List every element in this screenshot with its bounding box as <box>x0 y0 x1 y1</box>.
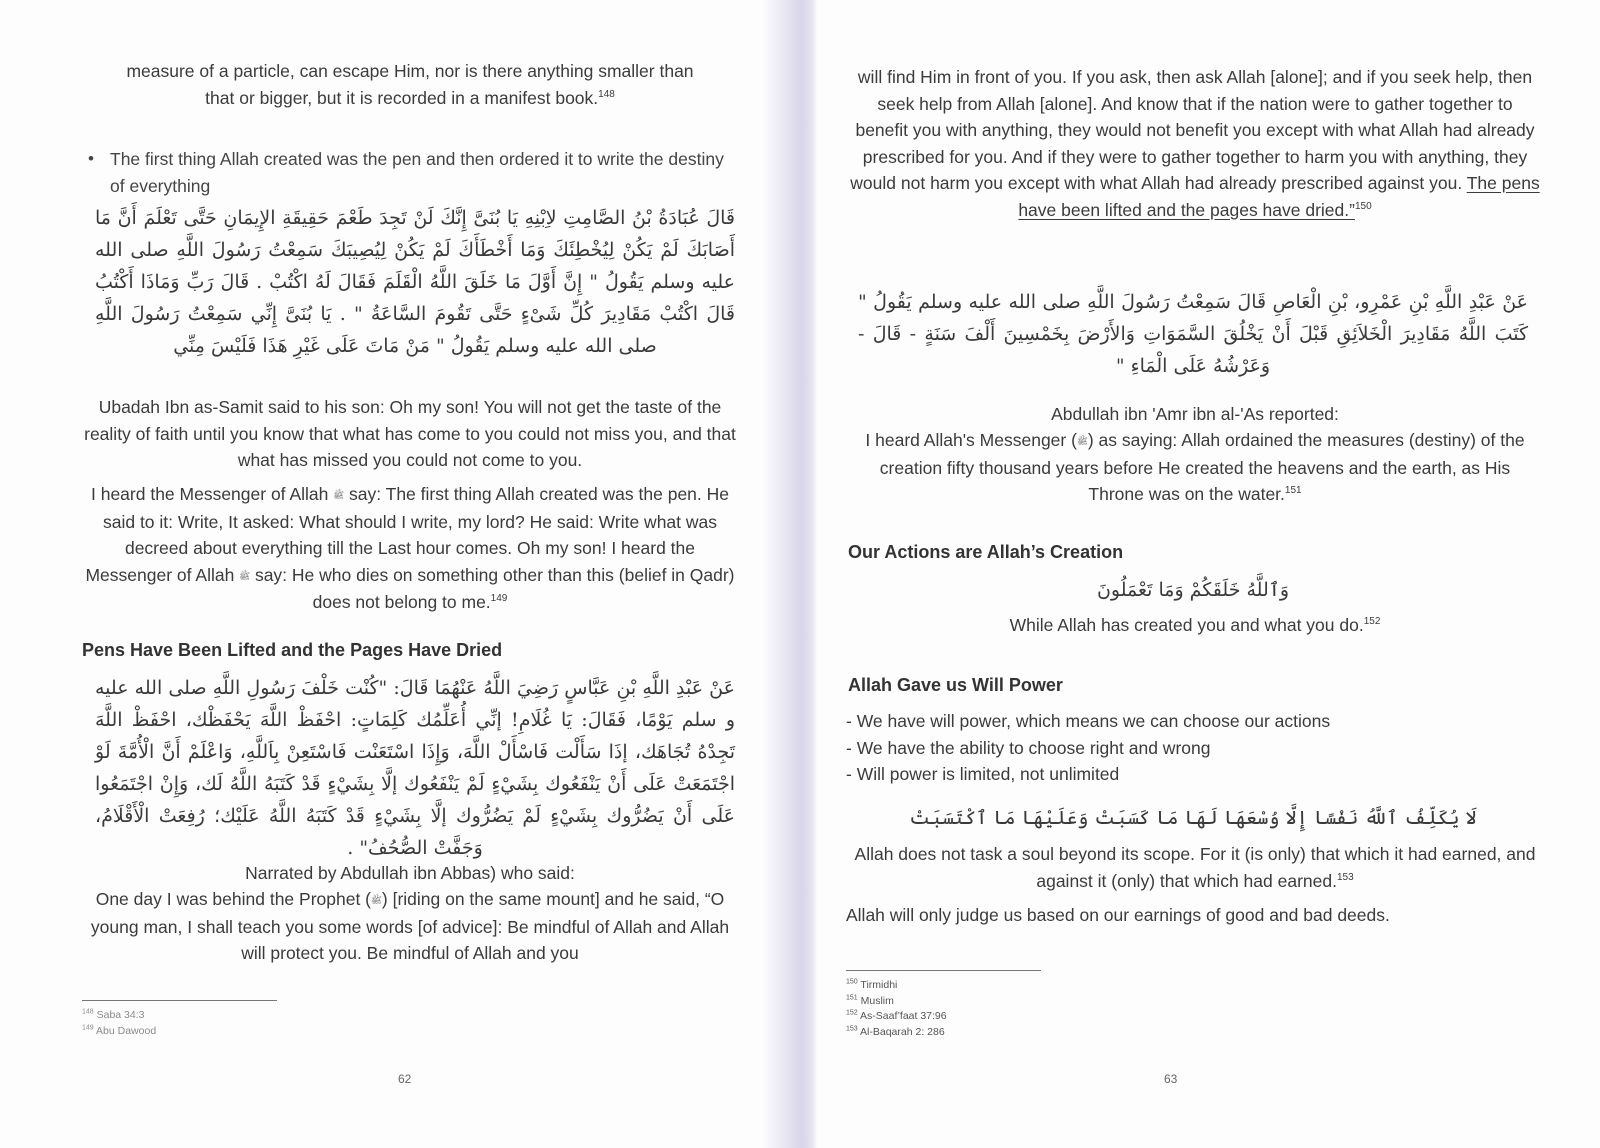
list-item: - We have will power, which means we can choose our actions <box>846 711 1331 731</box>
footnote-ref: 150 <box>1354 200 1372 212</box>
footnote-text: Muslim <box>860 994 894 1007</box>
conclusion: Allah will only judge us based on our earnings of good and bad deeds. <box>846 905 1390 925</box>
bullet-text: The first thing Allah created was the pen and then ordered it to write the destiny of everything <box>110 149 724 196</box>
arabic-hadith-ibn-amr: عَنْ عَبْدِ اللَّهِ بْنِ عَمْرِو، بْنِ الْعَاصِ قَالَ سَمِعْتُ رَسُولَ اللَّهِ صلى الله عليه وسلم يَقُولُ " كَتَبَ اللَّهُ مَقَادِيرَ الْخَلاَئِقِ قَبْلَ أَنْ يَخْلُقَ السَّمَوَاتِ وَالأَرْضَ بِخَمْسِينَ أَلْفَ سَنَةٍ - قَالَ - وَعَرْشُهُ عَلَى الْمَاءِ " <box>858 291 1528 377</box>
intro-line-1: measure of a particle, can escape Him, nor is there anything smaller than <box>126 61 694 81</box>
bullet-icon: • <box>88 149 94 168</box>
footnote-number: 149 <box>82 1024 94 1031</box>
footnote-ref: 148 <box>598 88 615 100</box>
translation-text: While Allah has created you and what you do. <box>1009 615 1364 635</box>
arabic-hadith-ibn-abbas: عَنْ عَبْدِ اللَّهِ بْنِ عَبَّاسٍ رَضِيَ اللَّهُ عَنْهُمَا قَالَ: "كُنْت خَلْفَ رَسُولِ اللَّهِ صلى الله عليه و سلم يَوْمًا، فَقَالَ: يَا غُلَامِ! إنِّي أُعَلِّمُك كَلِمَاتٍ: احْفَظْ اللَّهَ يَحْفَظْك، احْفَظْ اللَّهَ تَجِدْهُ تُجَاهَك، إذَا سَأَلْت فَاسْأَلْ اللَّهَ، وَإِذَا اسْتَعَنْت فَاسْتَعِنْ بِاَللَّهِ، وَاعْلَمْ أَنَّ الْأُمَّةَ لَوْ اجْتَمَعَتْ عَلَى أَنْ يَنْفَعُوك بِشَيْءٍ لَمْ يَنْفَعُوك إلَّا بِشَيْءٍ قَدْ كَتَبَهُ اللَّهُ لَك، وَإِنْ اجْتَمَعُوا عَلَى أَنْ يَضُرُّوك بِشَيْءٍ لَمْ يَضُرُّوك إلَّا بِشَيْءٍ قَدْ كَتَبَهُ اللَّهُ عَلَيْك؛ رُفِعَتْ الْأَقْلَامُ، وَجَفَّتْ الصُّحُفُ" . <box>95 677 735 859</box>
translation-ubadah: Ubadah Ibn as-Samit said to his son: Oh my son! You will not get the taste of the reality of faith until you know that what has come to you could not miss you, and that what has missed you could not come to you. <box>84 397 736 470</box>
narrated-by: Narrated by Abdullah ibn Abbas) who said: <box>245 863 575 883</box>
footnote-number: 153 <box>846 1025 858 1032</box>
reported-by: Abdullah ibn 'Amr ibn al-'As reported: <box>1051 404 1339 424</box>
hadith-translation-ibn-amr <box>850 427 1540 508</box>
bullet-item <box>88 146 730 199</box>
section-heading-pens: Pens Have Been Lifted and the Pages Have Dried <box>82 640 503 660</box>
section-heading-will-power: Allah Gave us Will Power <box>848 675 1063 695</box>
footnote-number: 152 <box>846 1009 858 1017</box>
footnote-divider <box>82 1000 277 1001</box>
right-page <box>818 0 1600 1148</box>
arabic-hadith-ubadah: قَالَ عُبَادَةُ بْنُ الصَّامِتِ لاِبْنِهِ يَا بُنَىَّ إِنَّكَ لَنْ تَجِدَ طَعْمَ حَقِيقَةِ الإِيمَانِ حَتَّى تَعْلَمَ أَنَّ مَا أَصَابَكَ لَمْ يَكُنْ لِيُخْطِئَكَ وَمَا أَخْطَأَكَ لَمْ يَكُنْ لِيُصِيبَكَ سَمِعْتُ رَسُولَ اللَّهِ صلى الله عليه وسلم يَقُولُ " إِنَّ أَوَّلَ مَا خَلَقَ اللَّهُ الْقَلَمَ فَقَالَ لَهُ اكْتُبْ . قَالَ رَبِّ وَمَاذَا أَكْتُبُ قَالَ اكْتُبْ مَقَادِيرَ كُلِّ شَىْءٍ حَتَّى تَقُومَ السَّاعَةُ " . يَا بُنَىَّ إِنِّي سَمِعْتُ رَسُولَ اللَّهِ صلى الله عليه وسلم يَقُولُ " مَنْ مَاتَ عَلَى غَيْرِ هَذَا فَلَيْسَ مِنِّي <box>95 207 735 357</box>
translation-messenger <box>80 481 740 616</box>
salutation-icon: ﷺ <box>239 570 251 581</box>
translation-part-b: say: The first thing Allah created was the pen. He said to it: Write, It asked: What should I write, my lord? He said: Write what was decreed about everything till the Last hour comes. Oh my son! I heard the Messenger of Allah <box>85 484 730 585</box>
underlined-quote: The pens have been lifted and the pages have dried.” <box>1018 173 1540 220</box>
footnote-ref: 149 <box>490 593 508 605</box>
footnote <box>82 1024 156 1040</box>
footnote-text: As-Saaf’faat 37:96 <box>860 1010 947 1022</box>
will-power-list <box>846 708 1536 788</box>
footnote <box>846 978 947 994</box>
footnote-text: Al-Baqarah 2: 286 <box>860 1025 945 1038</box>
hadith-translation-ibn-abbas <box>80 886 740 967</box>
translation-actions <box>850 612 1540 639</box>
footnote <box>846 994 947 1010</box>
footnotes-right <box>846 978 947 1040</box>
footnote-ref: 153 <box>1336 871 1354 883</box>
section-heading-actions: Our Actions are Allah’s Creation <box>848 542 1124 562</box>
list-item: - Will power is limited, not unlimited <box>846 764 1120 784</box>
hadith-part-b: ) [riding on the same mount] and he said, “O young man, I shall teach you some words [of advice]: Be mindful of Allah and Allah will protect you. Be mindful of Allah and you <box>90 889 730 964</box>
page-number-right: 63 <box>1164 1072 1178 1086</box>
footnote-number: 150 <box>846 978 858 986</box>
footnote-divider <box>846 970 1041 971</box>
hadith-part-a: One day I was behind the Prophet ( <box>95 889 372 909</box>
footnote-ref: 152 <box>1363 616 1381 628</box>
footnote-number: 148 <box>82 1008 94 1016</box>
salutation-icon: ﷺ <box>1076 436 1088 447</box>
footnotes-left <box>82 1008 156 1039</box>
footnote <box>846 1009 947 1025</box>
salutation-icon: ﷺ <box>333 490 345 501</box>
page-number-left: 62 <box>398 1072 412 1086</box>
arabic-verse-will-power: لَا يُكَلِّفُ ٱللَّهُ نَفْسًا إِلَّا وُسْعَهَا لَهَا مَا كَسَبَتْ وَعَلَيْهَا مَا ٱكْتَسَبَتْ <box>909 807 1477 829</box>
footnote-text: Abu Dawood <box>96 1024 157 1037</box>
list-item: - We have the ability to choose right and wrong <box>846 737 1211 758</box>
salutation-icon: ﷺ <box>371 895 382 906</box>
footnote <box>82 1008 156 1024</box>
footnote <box>846 1025 947 1041</box>
footnote-number: 151 <box>846 994 858 1001</box>
continuation-text: will find Him in front of you. If you ask, then ask Allah [alone]; and if you seek help, then seek help from Allah [alone]. And know that if the nation were to gather together to benefit you with anything, they would not benefit you except with what Allah had already prescribed for you. And if they were to gather together to harm you with anything, they would not harm you except with what Allah had already prescribed against you. <box>850 67 1535 193</box>
translation-part-a: I heard the Messenger of Allah <box>90 484 329 504</box>
hadith-part-a: I heard Allah's Messenger ( <box>865 430 1077 450</box>
hadith-continuation <box>850 64 1540 223</box>
translation-text: Allah does not task a soul beyond its scope. For it (is only) that which it had earned, and against it (only) that which had earned. <box>854 844 1536 891</box>
left-page <box>0 0 772 1148</box>
intro-line-2: that or bigger, but it is recorded in a manifest book. <box>205 87 599 108</box>
translation-will-power <box>850 841 1540 894</box>
arabic-verse-actions: وَٱللَّهُ خَلَقَكُمْ وَمَا تَعْمَلُونَ <box>1096 579 1290 601</box>
translation-part-c: say: He who dies on something other than this (belief in Qadr) does not belong to me. <box>254 564 735 613</box>
footnote-text: Tirmidhi <box>860 979 898 991</box>
footnote-ref: 151 <box>1284 485 1302 497</box>
hadith-part-b: ) as saying: Allah ordained the measures (destiny) of the creation fifty thousand years before He created the heavens and the earth, as His Throne was on the water. <box>879 430 1525 505</box>
intro-paragraph <box>70 58 750 111</box>
footnote-text: Saba 34:3 <box>96 1009 145 1021</box>
